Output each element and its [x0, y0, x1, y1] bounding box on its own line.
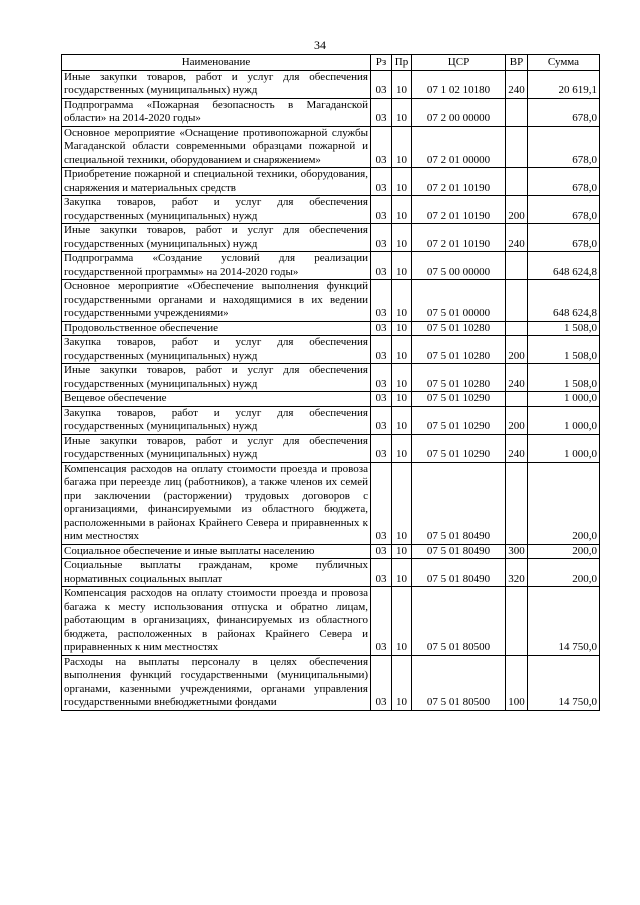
row-sum: 678,0: [528, 196, 600, 224]
row-pr: 10: [392, 224, 412, 252]
row-sum: 678,0: [528, 98, 600, 126]
row-sum: 678,0: [528, 126, 600, 168]
row-sum: 1 508,0: [528, 364, 600, 392]
row-vr: [506, 252, 528, 280]
row-sum: 14 750,0: [528, 587, 600, 656]
row-vr: [506, 280, 528, 322]
row-rz: 03: [371, 587, 392, 656]
row-vr: [506, 126, 528, 168]
row-name: Социальное обеспечение и иные выплаты населению: [62, 544, 371, 559]
row-vr: 320: [506, 559, 528, 587]
table-row: [62, 392, 600, 407]
row-csr: 07 5 01 10290: [412, 434, 506, 462]
table-row: [62, 126, 600, 168]
row-name: Иные закупки товаров, работ и услуг для обеспечения государственных (муниципальных) нужд: [62, 224, 371, 252]
row-sum: 648 624,8: [528, 280, 600, 322]
row-sum: 648 624,8: [528, 252, 600, 280]
row-pr: 10: [392, 70, 412, 98]
table-row: [62, 321, 600, 336]
row-csr: 07 5 01 80500: [412, 587, 506, 656]
row-name: Социальные выплаты гражданам, кроме публичных нормативных социальных выплат: [62, 559, 371, 587]
budget-table: [61, 54, 600, 711]
row-csr: 07 2 01 10190: [412, 224, 506, 252]
table-row: [62, 544, 600, 559]
header-sum: Сумма: [528, 55, 600, 71]
row-sum: 678,0: [528, 168, 600, 196]
row-pr: 10: [392, 336, 412, 364]
row-rz: 03: [371, 336, 392, 364]
row-sum: 14 750,0: [528, 655, 600, 710]
table-row: [62, 434, 600, 462]
row-pr: 10: [392, 364, 412, 392]
row-name: Приобретение пожарной и специальной техники, оборудования, снаряжения и материальных средств: [62, 168, 371, 196]
table-row: [62, 462, 600, 544]
header-name: Наименование: [62, 55, 371, 71]
row-sum: 1 000,0: [528, 392, 600, 407]
row-vr: 240: [506, 364, 528, 392]
row-rz: 03: [371, 252, 392, 280]
row-pr: 10: [392, 196, 412, 224]
row-pr: 10: [392, 280, 412, 322]
row-rz: 03: [371, 406, 392, 434]
row-rz: 03: [371, 224, 392, 252]
header-rz: Рз: [371, 55, 392, 71]
row-pr: 10: [392, 587, 412, 656]
header-vr: ВР: [506, 55, 528, 71]
row-rz: 03: [371, 544, 392, 559]
row-csr: 07 5 01 10290: [412, 406, 506, 434]
row-vr: [506, 321, 528, 336]
row-vr: [506, 168, 528, 196]
row-name: Иные закупки товаров, работ и услуг для обеспечения государственных (муниципальных) нужд: [62, 434, 371, 462]
row-sum: 1 508,0: [528, 321, 600, 336]
row-sum: 200,0: [528, 462, 600, 544]
row-vr: 240: [506, 70, 528, 98]
row-name: Вещевое обеспечение: [62, 392, 371, 407]
table-row: [62, 196, 600, 224]
row-csr: 07 2 01 10190: [412, 168, 506, 196]
row-vr: 300: [506, 544, 528, 559]
row-name: Расходы на выплаты персоналу в целях обеспечения выполнения функций государственными (муниципальными) органами, казенными учреждениями, органами управления государственными внебюджетными фондами: [62, 655, 371, 710]
row-rz: 03: [371, 126, 392, 168]
row-pr: 10: [392, 544, 412, 559]
row-vr: [506, 98, 528, 126]
row-name: Иные закупки товаров, работ и услуг для обеспечения государственных (муниципальных) нужд: [62, 364, 371, 392]
row-pr: 10: [392, 168, 412, 196]
row-name: Закупка товаров, работ и услуг для обеспечения государственных (муниципальных) нужд: [62, 406, 371, 434]
row-vr: [506, 587, 528, 656]
row-csr: 07 5 01 80490: [412, 559, 506, 587]
row-csr: 07 2 01 00000: [412, 126, 506, 168]
row-pr: 10: [392, 321, 412, 336]
row-rz: 03: [371, 392, 392, 407]
table-row: [62, 559, 600, 587]
page-number: 34: [314, 38, 326, 52]
table-row: [62, 70, 600, 98]
row-csr: 07 2 01 10190: [412, 196, 506, 224]
row-csr: 07 5 01 10280: [412, 321, 506, 336]
row-csr: 07 5 01 80490: [412, 462, 506, 544]
row-vr: 100: [506, 655, 528, 710]
row-csr: 07 5 01 00000: [412, 280, 506, 322]
table-row: [62, 406, 600, 434]
row-csr: 07 2 00 00000: [412, 98, 506, 126]
row-name: Продовольственное обеспечение: [62, 321, 371, 336]
row-sum: 1 508,0: [528, 336, 600, 364]
row-sum: 200,0: [528, 544, 600, 559]
header-csr: ЦСР: [412, 55, 506, 71]
row-pr: 10: [392, 392, 412, 407]
row-rz: 03: [371, 280, 392, 322]
table-row: [62, 280, 600, 322]
table-row: [62, 364, 600, 392]
row-csr: 07 5 01 10290: [412, 392, 506, 407]
row-csr: 07 5 01 80490: [412, 544, 506, 559]
row-pr: 10: [392, 406, 412, 434]
row-rz: 03: [371, 559, 392, 587]
row-rz: 03: [371, 196, 392, 224]
row-vr: 240: [506, 224, 528, 252]
table-row: [62, 98, 600, 126]
row-name: Основное мероприятие «Оснащение противопожарной службы Магаданской области современными образцами пожарной и специальной техники, оборудованием и снаряжением»: [62, 126, 371, 168]
row-pr: 10: [392, 98, 412, 126]
row-rz: 03: [371, 364, 392, 392]
row-csr: 07 5 01 10280: [412, 364, 506, 392]
row-vr: [506, 392, 528, 407]
row-vr: 200: [506, 336, 528, 364]
table-header-row: [62, 55, 600, 71]
row-name: Иные закупки товаров, работ и услуг для обеспечения государственных (муниципальных) нужд: [62, 70, 371, 98]
row-name: Компенсация расходов на оплату стоимости проезда и провоза багажа к месту использования отпуска и обратно лицам, работающим в организациях, финансируемых из областного бюджета, расположенных в районах Крайнего Севера и приравненных к ним местностях: [62, 587, 371, 656]
row-sum: 200,0: [528, 559, 600, 587]
row-name: Подпрограмма «Пожарная безопасность в Магаданской области» на 2014-2020 годы»: [62, 98, 371, 126]
header-pr: Пр: [392, 55, 412, 71]
row-rz: 03: [371, 168, 392, 196]
table-row: [62, 168, 600, 196]
row-sum: 678,0: [528, 224, 600, 252]
row-name: Закупка товаров, работ и услуг для обеспечения государственных (муниципальных) нужд: [62, 196, 371, 224]
row-rz: 03: [371, 70, 392, 98]
row-rz: 03: [371, 655, 392, 710]
row-pr: 10: [392, 462, 412, 544]
row-csr: 07 1 02 10180: [412, 70, 506, 98]
table-row: [62, 655, 600, 710]
row-csr: 07 5 01 80500: [412, 655, 506, 710]
row-name: Компенсация расходов на оплату стоимости проезда и провоза багажа при переезде лиц (работников), а также членов их семей при заключении (расторжении) трудовых договоров с организациями, финансируемыми из областного бюджета, расположенными в районах Крайнего Севера и приравненных к ним местностях: [62, 462, 371, 544]
row-csr: 07 5 00 00000: [412, 252, 506, 280]
row-pr: 10: [392, 655, 412, 710]
row-rz: 03: [371, 434, 392, 462]
row-name: Основное мероприятие «Обеспечение выполнения функций государственными органами и находящимися в их ведении государственными учреждениями»: [62, 280, 371, 322]
row-pr: 10: [392, 559, 412, 587]
row-name: Закупка товаров, работ и услуг для обеспечения государственных (муниципальных) нужд: [62, 336, 371, 364]
row-rz: 03: [371, 321, 392, 336]
row-sum: 1 000,0: [528, 406, 600, 434]
row-rz: 03: [371, 98, 392, 126]
table-row: [62, 224, 600, 252]
row-sum: 20 619,1: [528, 70, 600, 98]
row-pr: 10: [392, 252, 412, 280]
row-vr: 240: [506, 434, 528, 462]
row-name: Подпрограмма «Создание условий для реализации государственной программы» на 2014-2020 годы»: [62, 252, 371, 280]
row-pr: 10: [392, 434, 412, 462]
row-vr: 200: [506, 196, 528, 224]
row-csr: 07 5 01 10280: [412, 336, 506, 364]
table-row: [62, 336, 600, 364]
row-rz: 03: [371, 462, 392, 544]
table-row: [62, 587, 600, 656]
row-vr: [506, 462, 528, 544]
row-sum: 1 000,0: [528, 434, 600, 462]
table-row: [62, 252, 600, 280]
row-pr: 10: [392, 126, 412, 168]
row-vr: 200: [506, 406, 528, 434]
